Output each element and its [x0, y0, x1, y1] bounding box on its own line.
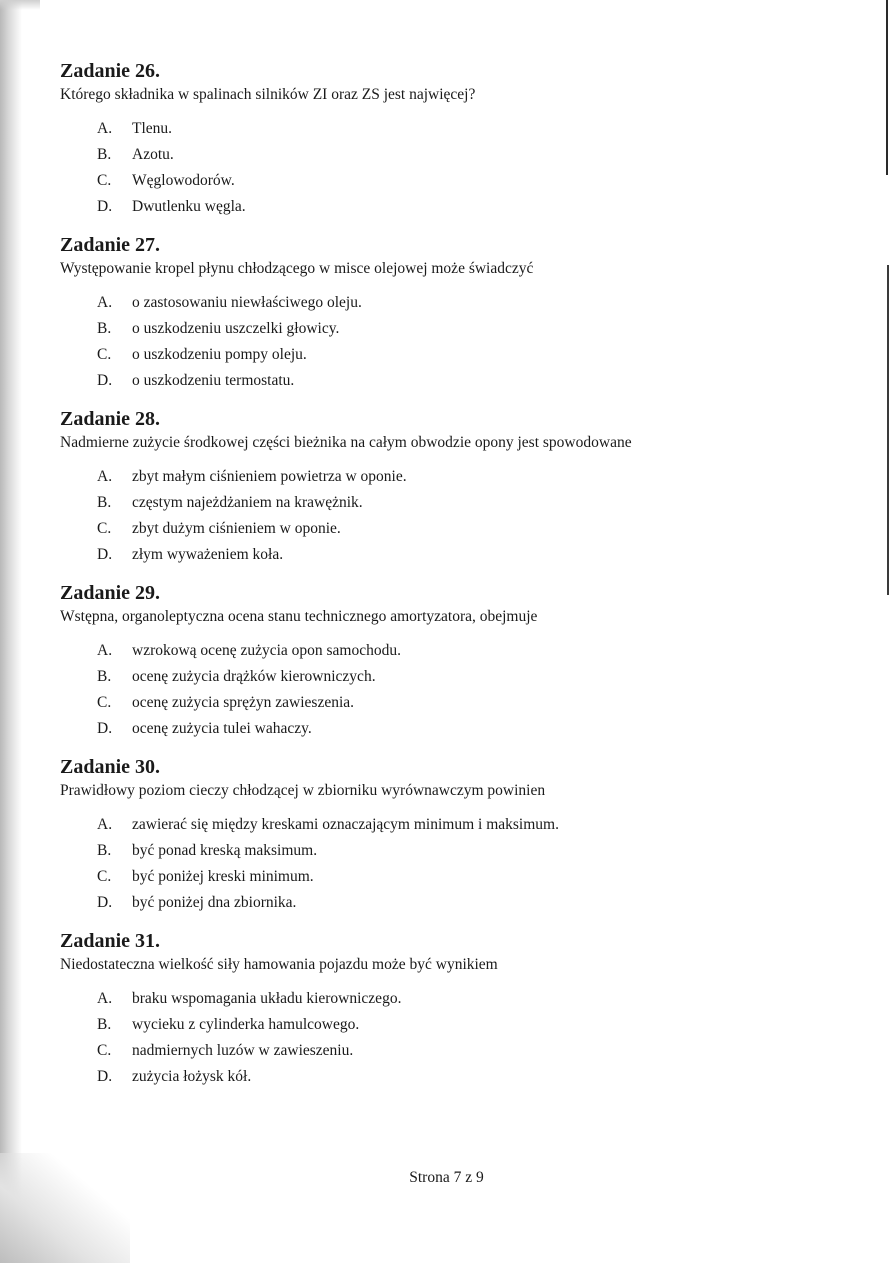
task-title: Zadanie 29. — [60, 582, 161, 604]
option-letter: C. — [97, 1042, 112, 1059]
option-text: o uszkodzeniu uszczelki głowicy. — [132, 320, 340, 337]
option-text: o uszkodzeniu termostatu. — [132, 372, 295, 389]
task-30 — [60, 754, 860, 916]
option-text: Azotu. — [132, 146, 174, 163]
answer-option-b — [97, 316, 860, 342]
scan-shadow-left — [0, 0, 22, 1263]
answer-option-c — [97, 342, 860, 368]
task-spacer — [60, 742, 860, 754]
option-text: o zastosowaniu niewłaściwego oleju. — [132, 294, 362, 311]
option-text: ocenę zużycia tulei wahaczy. — [132, 720, 312, 737]
option-letter: D. — [97, 198, 113, 215]
answer-option-a — [97, 986, 860, 1012]
answer-option-d — [97, 716, 860, 742]
option-text: o uszkodzeniu pompy oleju. — [132, 346, 307, 363]
option-letter: B. — [97, 668, 112, 685]
option-text: wycieku z cylinderka hamulcowego. — [132, 1016, 360, 1033]
answer-options — [60, 290, 860, 394]
option-text: braku wspomagania układu kierowniczego. — [132, 990, 402, 1007]
answer-option-b — [97, 838, 860, 864]
task-spacer — [60, 394, 860, 406]
task-spacer — [60, 568, 860, 580]
answer-option-d — [97, 368, 860, 394]
option-text: Węglowodorów. — [132, 172, 235, 189]
task-spacer — [60, 916, 860, 928]
answer-option-c — [97, 516, 860, 542]
answer-option-a — [97, 116, 860, 142]
option-letter: C. — [97, 346, 112, 363]
option-text: wzrokową ocenę zużycia opon samochodu. — [132, 642, 401, 659]
task-title: Zadanie 26. — [60, 60, 161, 82]
scan-edge-line — [886, 0, 888, 175]
option-text: być ponad kreską maksimum. — [132, 842, 318, 859]
answer-option-a — [97, 464, 860, 490]
option-letter: C. — [97, 694, 112, 711]
answer-option-a — [97, 812, 860, 838]
answer-option-b — [97, 142, 860, 168]
answer-option-b — [97, 664, 860, 690]
task-question: Nadmierne zużycie środkowej części bieżnika na całym obwodzie opony jest spowodowane — [60, 434, 632, 451]
option-letter: B. — [97, 842, 112, 859]
task-title: Zadanie 28. — [60, 408, 161, 430]
answer-option-c — [97, 690, 860, 716]
answer-option-d — [97, 1064, 860, 1090]
option-letter: B. — [97, 1016, 112, 1033]
option-letter: B. — [97, 320, 112, 337]
task-29 — [60, 580, 860, 742]
answer-option-c — [97, 168, 860, 194]
option-letter: A. — [97, 990, 113, 1007]
page-footer — [0, 1167, 893, 1189]
answer-option-b — [97, 1012, 860, 1038]
task-question: Wstępna, organoleptyczna ocena stanu technicznego amortyzatora, obejmuje — [60, 608, 538, 625]
scan-edge-line — [887, 265, 889, 595]
task-spacer — [60, 220, 860, 232]
option-letter: D. — [97, 546, 113, 563]
task-question: Niedostateczna wielkość siły hamowania pojazdu może być wynikiem — [60, 956, 498, 973]
option-letter: A. — [97, 468, 113, 485]
task-31 — [60, 928, 860, 1090]
option-text: ocenę zużycia sprężyn zawieszenia. — [132, 694, 355, 711]
option-letter: A. — [97, 816, 113, 833]
task-question: Występowanie kropel płynu chłodzącego w misce olejowej może świadczyć — [60, 260, 534, 277]
scan-shadow-top — [0, 0, 40, 10]
task-title: Zadanie 27. — [60, 234, 161, 256]
option-text: zbyt małym ciśnieniem powietrza w oponie. — [132, 468, 407, 485]
option-text: zawierać się między kreskami oznaczającym minimum i maksimum. — [132, 816, 559, 833]
task-title: Zadanie 30. — [60, 756, 161, 778]
answer-option-c — [97, 864, 860, 890]
task-question: Prawidłowy poziom cieczy chłodzącej w zbiorniku wyrównawczym powinien — [60, 782, 546, 799]
answer-option-d — [97, 542, 860, 568]
option-letter: C. — [97, 520, 112, 537]
option-text: Dwutlenku węgla. — [132, 198, 246, 215]
answer-options — [60, 812, 860, 916]
option-letter: B. — [97, 494, 112, 511]
option-letter: D. — [97, 894, 113, 911]
task-28 — [60, 406, 860, 568]
page-number: Strona 7 z 9 — [409, 1169, 484, 1186]
option-letter: D. — [97, 720, 113, 737]
answer-options — [60, 986, 860, 1090]
option-letter: A. — [97, 642, 113, 659]
answer-options — [60, 638, 860, 742]
option-text: złym wyważeniem koła. — [132, 546, 284, 563]
option-text: zbyt dużym ciśnieniem w oponie. — [132, 520, 341, 537]
answer-option-a — [97, 638, 860, 664]
option-text: nadmiernych luzów w zawieszeniu. — [132, 1042, 354, 1059]
option-text: częstym najeżdżaniem na krawężnik. — [132, 494, 363, 511]
task-question: Którego składnika w spalinach silników ZI oraz ZS jest najwięcej? — [60, 86, 476, 103]
answer-option-b — [97, 490, 860, 516]
option-text: zużycia łożysk kół. — [132, 1068, 252, 1085]
option-letter: C. — [97, 172, 112, 189]
option-text: być poniżej dna zbiornika. — [132, 894, 297, 911]
option-text: Tlenu. — [132, 120, 173, 137]
option-letter: A. — [97, 120, 113, 137]
task-26 — [60, 58, 860, 220]
option-letter: A. — [97, 294, 113, 311]
option-letter: C. — [97, 868, 112, 885]
task-list — [60, 58, 860, 1090]
option-letter: D. — [97, 372, 113, 389]
answer-option-d — [97, 890, 860, 916]
option-letter: B. — [97, 146, 112, 163]
answer-options — [60, 116, 860, 220]
task-27 — [60, 232, 860, 394]
task-title: Zadanie 31. — [60, 930, 161, 952]
option-letter: D. — [97, 1068, 113, 1085]
option-text: być poniżej kreski minimum. — [132, 868, 314, 885]
option-text: ocenę zużycia drążków kierowniczych. — [132, 668, 376, 685]
answer-option-a — [97, 290, 860, 316]
answer-options — [60, 464, 860, 568]
answer-option-d — [97, 194, 860, 220]
answer-option-c — [97, 1038, 860, 1064]
